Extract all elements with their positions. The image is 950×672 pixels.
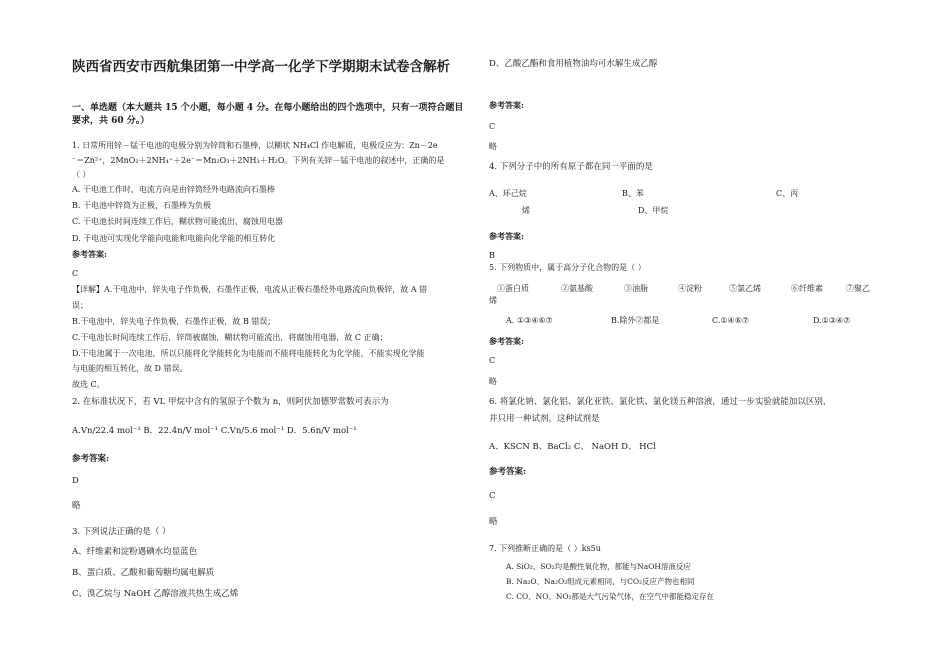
q1-explanation-3: C.干电池长时间连续工作后，锌筒被腐蚀，糊状物可能流出，将腐蚀用电器，故 C 正确； xyxy=(72,333,388,342)
q5-item-1: ①蛋白质 xyxy=(497,284,529,293)
q6-answer: C xyxy=(489,491,496,501)
q6-stem-line1: 6. 将氯化钠、氯化铝、氯化亚铁、氯化铁、氯化镁五种溶液，通过一步实验就能加以区别， xyxy=(489,397,832,407)
q7-option-a: A. SiO₂、SO₂均是酸性氧化物，都能与NaOH溶液反应 xyxy=(506,562,691,571)
q3-note: 略 xyxy=(489,142,497,151)
q1-stem-line3: （ ） xyxy=(72,170,91,179)
q3-answer-label: 参考答案: xyxy=(489,100,524,110)
q5-item-7: ⑦聚乙 xyxy=(846,284,870,293)
q5-option-c: C.①④⑥⑦ xyxy=(712,316,750,325)
q5-item-7-cont: 烯 xyxy=(489,296,497,305)
q1-explanation-1: 【详解】A.干电池中，锌失电子作负极，石墨作正极，电流从正极石墨经外电路流向负极锌，故 A 错 xyxy=(72,285,428,294)
q1-stem-line2: ⁻＝Zn²⁺，2MnO₂＋2NH₄⁺＋2e⁻＝Mn₂O₃＋2NH₃＋H₂O。下列有关锌－锰干电池的叙述中，正确的是 xyxy=(72,156,445,165)
q5-item-2: ②氨基酸 xyxy=(561,284,593,293)
q7-option-c: C. CO、NO、NO₂都是大气污染气体，在空气中都能稳定存在 xyxy=(506,592,715,601)
q4-answer-label: 参考答案: xyxy=(489,231,524,241)
q3-stem: 3. 下列说法正确的是（ ） xyxy=(72,527,171,537)
q5-note: 略 xyxy=(489,377,497,386)
q6-answer-label: 参考答案: xyxy=(489,467,527,477)
q5-stem: 5. 下列物质中，属于高分子化合物的是（ ） xyxy=(489,263,646,272)
q7-option-b: B. Na₂O、Na₂O₂组成元素相同，与CO₂反应产物也相同 xyxy=(506,577,695,586)
q2-note: 略 xyxy=(72,501,81,511)
q5-item-4: ④淀粉 xyxy=(678,284,702,293)
q5-item-5: ⑤氯乙烯 xyxy=(729,284,761,293)
q4-option-a: A、环己烷 xyxy=(489,189,527,198)
q4-option-c-cont: 烯 xyxy=(522,206,530,215)
q4-option-d: D、甲烷 xyxy=(638,206,669,215)
q4-answer: B xyxy=(489,251,495,260)
q1-explanation-4b: 与电能的相互转化，故 D 错误。 xyxy=(72,364,188,373)
q1-option-d: D. 干电池可实现化学能向电能和电能向化学能的相互转化 xyxy=(72,234,276,243)
q5-answer: C xyxy=(489,356,496,365)
q5-option-b: B.除外②都是 xyxy=(611,316,660,325)
q4-option-c: C、丙 xyxy=(776,189,799,198)
section-heading: 一、单选题（本大题共 15 个小题，每小题 4 分。在每小题给出的四个选项中，只有一项符合题目要求，共 60 分。） xyxy=(72,103,464,126)
q6-note: 略 xyxy=(489,517,498,527)
q1-option-b: B. 干电池中锌筒为正极，石墨棒为负极 xyxy=(72,201,211,210)
q5-option-d: D.①③④⑦ xyxy=(813,316,851,325)
q2-answer: D xyxy=(72,476,79,486)
q1-option-a: A. 干电池工作时，电流方向是由锌筒经外电路流向石墨棒 xyxy=(72,185,275,194)
q3-answer: C xyxy=(489,122,496,131)
q4-option-b: B、苯 xyxy=(622,189,644,198)
q3-option-c: C、溴乙烷与 NaOH 乙醇溶液共热生成乙烯 xyxy=(72,589,239,599)
q5-item-3: ③油脂 xyxy=(624,284,648,293)
q1-explanation-5: 故选 C。 xyxy=(72,380,105,389)
q1-explanation-2: B.干电池中，锌失电子作负极，石墨作正极，故 B 错误； xyxy=(72,317,276,326)
q1-stem-line1: 1. 日常所用锌－锰干电池的电极分别为锌筒和石墨棒，以糊状 NH₄Cl 作电解质，电极反应为：Zn－2e xyxy=(72,141,438,150)
q1-option-c: C. 干电池长时间连续工作后，糊状物可能流出，腐蚀用电器 xyxy=(72,217,283,226)
q1-explanation-4: D.干电池属于一次电池，所以只能将化学能转化为电能而不能将电能转化为化学能，不能实现化学能 xyxy=(72,349,425,358)
q3-option-a: A、纤维素和淀粉遇碘水均显蓝色 xyxy=(72,547,198,557)
q5-option-a: A. ①③④⑥⑦ xyxy=(506,316,553,325)
q6-stem-line2: 并只用一种试剂，这种试剂是 xyxy=(489,414,600,424)
q2-answer-label: 参考答案: xyxy=(72,454,110,464)
q1-answer-label: 参考答案: xyxy=(72,249,107,259)
page-title: 陕西省西安市西航集团第一中学高一化学下学期期末试卷含解析 xyxy=(72,59,450,75)
q7-stem: 7. 下列推断正确的是（ ）ks5u xyxy=(489,544,601,553)
q1-explanation-1b: 误； xyxy=(72,301,88,310)
q6-options: A、KSCN B、BaCl₂ C、 NaOH D、 HCl xyxy=(489,442,656,452)
q5-answer-label: 参考答案: xyxy=(489,336,524,346)
q5-item-6: ⑥纤维素 xyxy=(791,284,823,293)
q3-option-d: D、乙酸乙酯和食用植物油均可水解生成乙醇 xyxy=(489,59,658,69)
q2-options: A.Vn/22.4 mol⁻¹ B．22.4n/V mol⁻¹ C.Vn/5.6 mol⁻¹ D．5.6n/V mol⁻¹ xyxy=(72,426,357,436)
q2-stem: 2. 在标准状况下，若 VL 甲烷中含有的氢原子个数为 n，则阿伏加德罗常数可表示为 xyxy=(72,397,389,407)
q4-stem: 4. 下列分子中的所有原子都在同一平面的是 xyxy=(489,162,653,172)
q3-option-b: B、蛋白质、乙酸和葡萄糖均属电解质 xyxy=(72,568,215,578)
q1-answer: C xyxy=(72,269,79,278)
